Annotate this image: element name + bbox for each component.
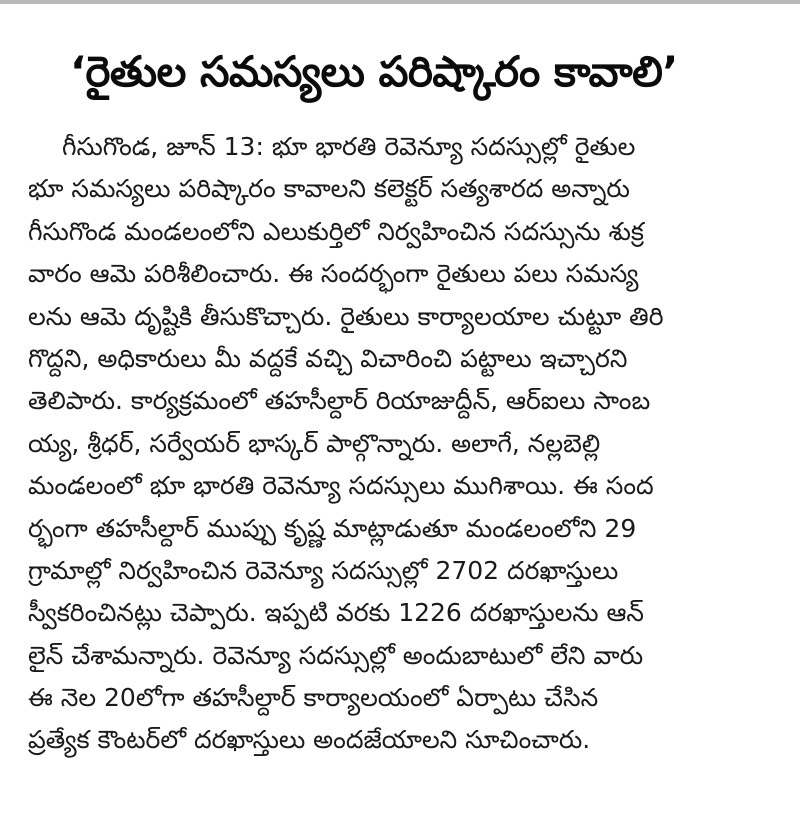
article-line: ప్రత్యేక కౌంటర్‌లో దరఖాస్తులు అందజేయాలని సూచించారు.: [28, 725, 591, 755]
article-line: లను ఆమె దృష్టికి తీసుకొచ్చారు. రైతులు కార్యాలయాల చుట్టూ తిరి: [28, 301, 664, 331]
article-headline: ‘రైతుల సమస్యలు పరిష్కారం కావాలి’: [70, 47, 678, 96]
article-line: లైన్ చేశామన్నారు. రెవెన్యూ సదస్సుల్లో అందుబాటులో లేని వారు: [28, 640, 644, 670]
article-line: గొద్దని, అధికారులు మీ వద్దకే వచ్చి విచారించి పట్టాలు ఇచ్చారని: [28, 343, 628, 373]
article-body: [28, 126, 800, 762]
article-line: గీసుగొండ మండలంలోని ఎలుకుర్తిలో నిర్వహించిన సదస్సును శుక్ర: [28, 216, 644, 246]
article-line: గీసుగొండ, జూన్ 13: భూ భారతి రెవెన్యూ సదస్సుల్లో రైతుల: [62, 132, 636, 161]
article-line: తెలిపారు. కార్యక్రమంలో తహసీల్దార్ రియాజుద్దీన్, ఆర్ఐలు సాంబ: [28, 386, 651, 416]
article-line: వారం ఆమె పరిశీలించారు. ఈ సందర్భంగా రైతులు పలు సమస్య: [28, 259, 639, 289]
article-line: భూ సమస్యలు పరిష్కారం కావాలని కలెక్టర్ సత్యశారద అన్నారు: [28, 174, 630, 204]
article-line: య్య, శ్రీధర్, సర్వేయర్ భాస్కర్ పాల్గొన్నారు. అలాగే, నల్లబెల్లి: [28, 428, 601, 458]
article-line: ర్భంగా తహసీల్దార్ ముప్పు కృష్ణ మాట్లాడుతూ మండలంలోని 29: [28, 513, 637, 543]
article-line: ఈ నెల 20లోగా తహసీల్దార్ కార్యాలయంలో ఏర్పాటు చేసిన: [28, 683, 599, 713]
article-line: మండలంలో భూ భారతి రెవెన్యూ సదస్సులు ముగిశాయి. ఈ సంద: [28, 471, 654, 501]
article-line: గ్రామాల్లో నిర్వహించిన రెవెన్యూ సదస్సుల్లో 2702 దరఖాస్తులు: [28, 555, 619, 585]
article-line: స్వీకరించినట్లు చెప్పారు. ఇప్పటి వరకు 1226 దరఖాస్తులను ఆన్: [28, 598, 644, 628]
